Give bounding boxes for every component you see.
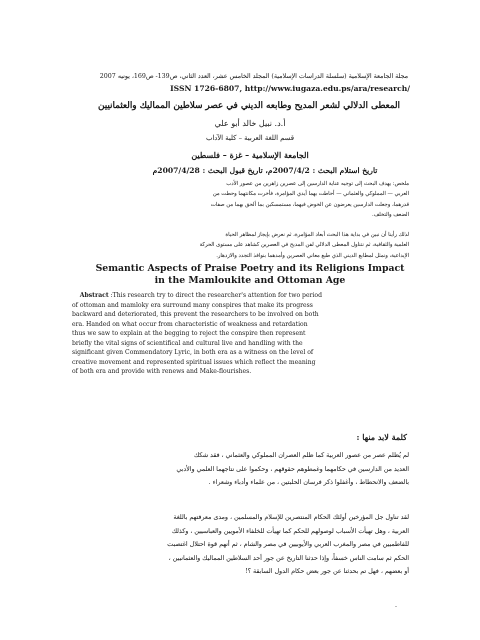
body-line: للفاطميين في مصر والمغرب العربي والأيوبيين في مصر والشام ، ثم أنهم قوة احتلال اغتصبت: [167, 541, 409, 548]
body-line: أو بعضهم ، فهل تم بحدثنا عن جور بعض حكام الدول السابقة ؟!: [245, 568, 409, 575]
abstract-line: ملخص: يهدف البحث إلى توجيه عناية الدارسين إلى عصرين زاهرين من عصور الأدب: [226, 181, 409, 187]
author-university: الجامعة الإسلامية – غزة – فلسطين: [191, 150, 309, 160]
english-title: Semantic Aspects of Praise Poetry and its Religions Impact in the Mamloukite and Ottoman Age: [95, 263, 405, 286]
abstract-line: thus we saw to explain at the begging to reject the conspire then represent: [72, 330, 306, 337]
body-line: العربية ، وهل تهيأت الأسباب لوصولهم للحكم كما تهيأت للخلفاء الأمويين والعباسيين ، وكذلك: [171, 527, 409, 535]
author-department: قسم اللغة العربية – كلية الآداب: [205, 134, 294, 142]
arabic-title: المعطى الدلالي لشعر المديح وطابعه الديني في عصر سلاطين المماليك والعثمانيين: [98, 101, 400, 111]
abstract-line: الضعف والتخلف.: [372, 211, 409, 218]
abstract-line: era. Handed on what occur from characteristic of weakness and retardation: [72, 320, 308, 328]
body-line: العديد من الدارسين في حكامهما وغمطوهم حقوقهم ، وحكموا على نتاجهما العلمي والأدبي: [176, 465, 409, 473]
english-abstract: [72, 291, 409, 377]
abstract-line: significant given Commendatory Lyric, in both era as a witness on the level of: [72, 349, 314, 356]
abstract-line: الإبداعية، ونمثل لمطابع الديني الذي طبع معاني العصرين وأمدهما بنوافذ التجدد والازدهار.: [216, 252, 409, 259]
abstract-line: لذلك رأينا أن نبين في بداية هذا البحث أبعاد المؤامرة، ثم نعرض بإيجاز لمظاهر الحياة: [225, 232, 409, 238]
abstract-line: Abstract :This research try to direct the researcher's attention for two period: [79, 292, 322, 299]
abstract-line: قدرهما، وجعلت الدارسين يعرضون عن الخوض فيهما، مستمسكين بما ألحق بهما من صفات: [210, 201, 409, 208]
abstract-label: Abstract: [79, 292, 109, 299]
body-line: الحكم ثم سامت الناس خسفاً، وإذا حدثنا التاريخ عن جور أحد السلاطين المماليك والعثمانيين ،: [168, 554, 409, 562]
body-line: لقد تناول جل المؤرخين أولئك الحكام المنتصرين للإسلام والمسلمين ، ومدى معرفتهم باللغة: [173, 514, 409, 521]
abstract-line: العلمية والثقافية، ثم نتناول المعطى الدلالي لفن المديح في العصرين كشاهد على مستوى الحركة: [199, 242, 409, 249]
abstract-line: briefly the vital signs of scientifical and cultural live and handling with the: [72, 339, 303, 347]
abstract-line: creative movement and represented spiritual issues which reflect the meaning: [72, 358, 316, 366]
arabic-abstract-paragraph-2: [72, 230, 409, 261]
arabic-abstract-paragraph-1: [72, 179, 409, 220]
journal-citation: مجلة الجامعة الإسلامية (سلسلة الدراسات الإسلامية) المجلد الخامس عشر، العدد الثاني، ص139- ص169، يونيه 2007: [99, 73, 408, 80]
section-heading: كلمة لابد منها :: [356, 432, 407, 442]
issn-url-line: ISSN 1726-6807, http://www.iugaza.edu.ps/ara/research/: [170, 84, 410, 93]
body-line: بالضعف والانحطاط ، وأغفلوا ذكر فرسان الحلبتين ، من علماء وأدباء وشعراء .: [208, 479, 409, 486]
body-line: لم يُظلم عصر من عصور العربية كما ظلم العصران المملوكي والعثماني ، فقد شكك: [193, 452, 409, 459]
abstract-line: العربي — المملوكي والعثماني — أحاطت بهما أيدي المؤامرة، فأخرت مكانتهما وحطت من: [212, 191, 409, 198]
abstract-line: of both era and provide with renews and Make-flourishes.: [72, 368, 252, 375]
submission-dates: تاريخ استلام البحث : 2007/4/2م، تاريخ قبول البحث : 2007/4/28م: [152, 166, 378, 175]
abstract-line: of ottoman and mamloky era surround many conspires that make its progress: [72, 301, 313, 309]
abstract-line: backward and deteriorated, this prevent the researchers to be involved on both: [72, 311, 319, 318]
author-name: أ.د. نبيل خالد أبو علي: [214, 119, 286, 128]
scan-artifact: [395, 606, 397, 607]
body-paragraph-2: [72, 511, 409, 579]
body-paragraph-1: [72, 449, 409, 490]
